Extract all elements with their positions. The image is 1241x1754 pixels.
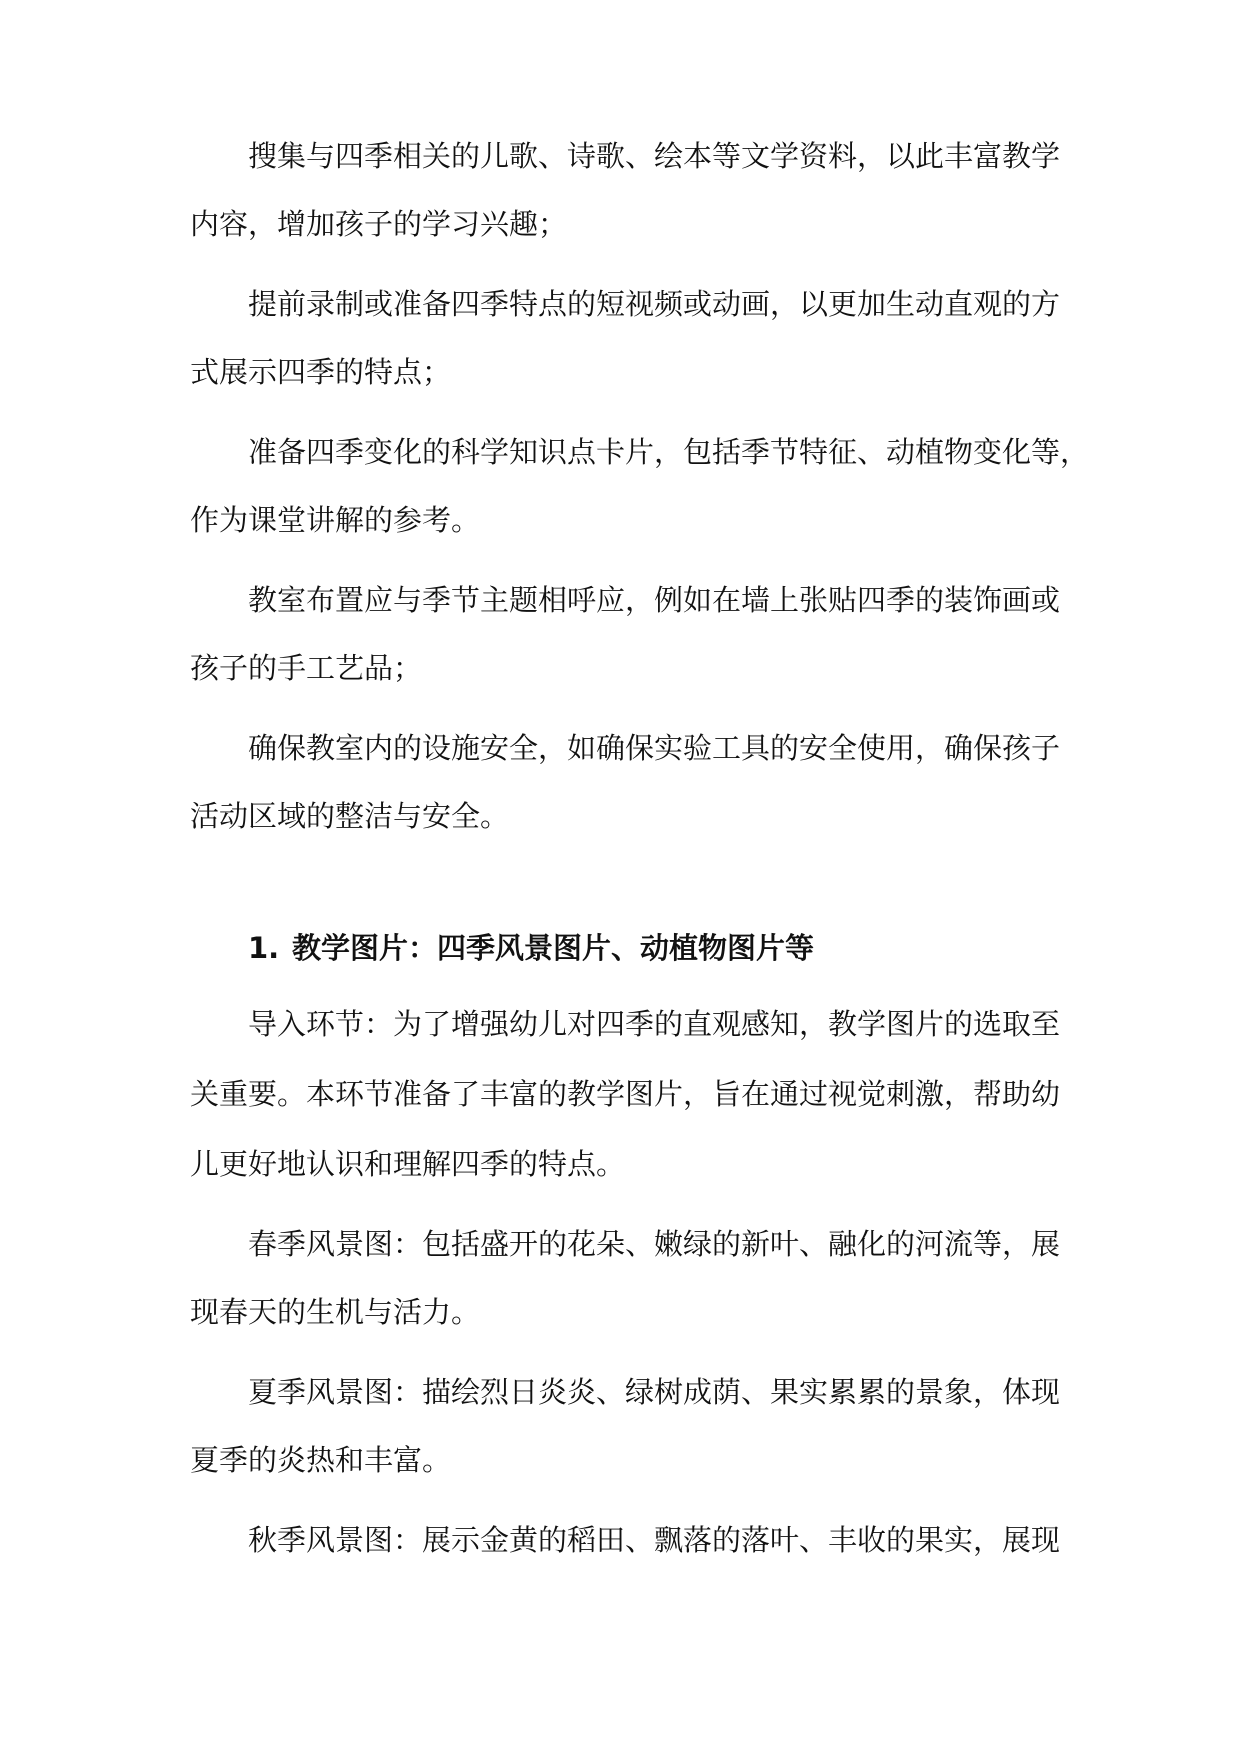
paragraph-line: 导入环节：为了增强幼儿对四季的直观感知，教学图片的选取至: [248, 1007, 1061, 1041]
paragraph-line: 孩子的手工艺品；: [190, 651, 423, 685]
paragraph-line: 准备四季变化的科学知识点卡片，包括季节特征、动植物变化等，: [248, 435, 1090, 469]
paragraph-line: 现春天的生机与活力。: [190, 1295, 481, 1329]
paragraph-line: 教室布置应与季节主题相呼应，例如在墙上张贴四季的装饰画或: [248, 583, 1061, 617]
paragraph-line: 秋季风景图：展示金黄的稻田、飘落的落叶、丰收的果实，展现: [248, 1523, 1061, 1557]
paragraph-line: 内容，增加孩子的学习兴趣；: [190, 207, 568, 241]
section-heading-number: 1.: [248, 931, 280, 965]
paragraph-line: 关重要。本环节准备了丰富的教学图片，旨在通过视觉刺激，帮助幼: [190, 1077, 1061, 1111]
paragraph-line: 活动区域的整洁与安全。: [190, 799, 510, 833]
paragraph-line: 式展示四季的特点；: [190, 355, 452, 389]
paragraph-line: 夏季的炎热和丰富。: [190, 1443, 452, 1477]
paragraph-line: 作为课堂讲解的参考。: [190, 503, 481, 537]
paragraph-line: 搜集与四季相关的儿歌、诗歌、绘本等文学资料，以此丰富教学: [248, 139, 1061, 173]
paragraph-line: 春季风景图：包括盛开的花朵、嫩绿的新叶、融化的河流等，展: [248, 1227, 1061, 1261]
paragraph-line: 夏季风景图：描绘烈日炎炎、绿树成荫、果实累累的景象，体现: [248, 1375, 1061, 1409]
paragraph-line: 儿更好地认识和理解四季的特点。: [190, 1147, 626, 1181]
paragraph-line: 确保教室内的设施安全，如确保实验工具的安全使用，确保孩子: [248, 731, 1061, 765]
section-heading-text: 教学图片：四季风景图片、动植物图片等: [292, 931, 815, 965]
paragraph-line: 提前录制或准备四季特点的短视频或动画，以更加生动直观的方: [248, 287, 1061, 321]
section-heading: [248, 928, 814, 968]
